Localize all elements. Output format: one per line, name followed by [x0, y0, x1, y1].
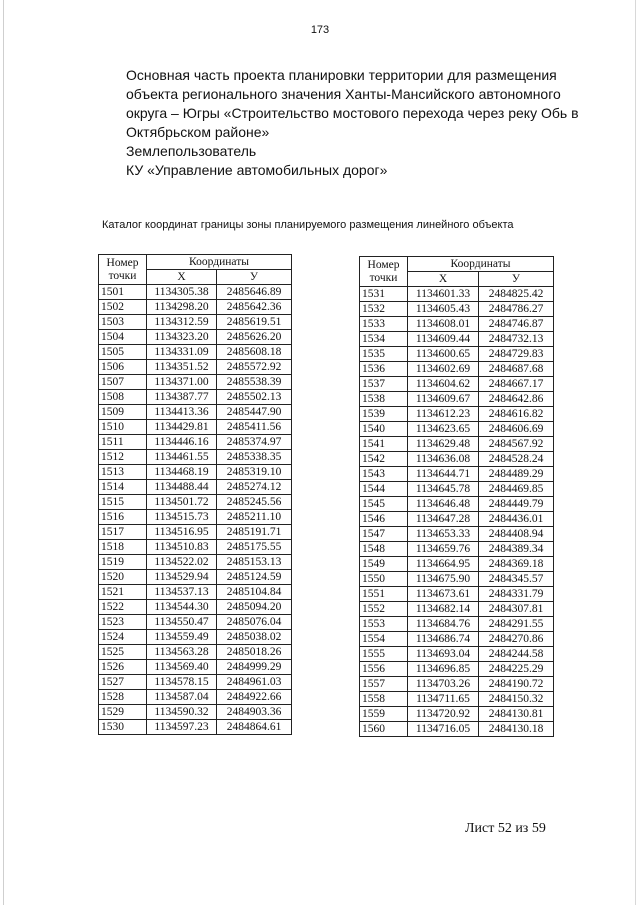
- table-row: [360, 497, 554, 512]
- table-row: [99, 330, 292, 345]
- header-point-number: Номер точки: [360, 257, 408, 287]
- table-row: [99, 360, 292, 375]
- table-row: [99, 690, 292, 705]
- point-number-cell: 1535: [360, 347, 408, 362]
- table-row: [99, 435, 292, 450]
- y-coordinate-cell: 2484331.79: [479, 587, 554, 602]
- y-coordinate-cell: 2485646.89: [217, 285, 292, 300]
- y-coordinate-cell: 2484270.86: [479, 632, 554, 647]
- point-number-cell: 1502: [99, 300, 147, 315]
- x-coordinate-cell: 1134522.02: [147, 555, 217, 570]
- point-number-cell: 1558: [360, 692, 408, 707]
- y-coordinate-cell: 2485094.20: [217, 600, 292, 615]
- point-number-cell: 1555: [360, 647, 408, 662]
- header-y: У: [479, 272, 554, 287]
- table-row: [360, 302, 554, 317]
- table-row: [99, 390, 292, 405]
- y-coordinate-cell: 2485619.51: [217, 315, 292, 330]
- x-coordinate-cell: 1134597.23: [147, 720, 217, 735]
- y-coordinate-cell: 2484408.94: [479, 527, 554, 542]
- point-number-cell: 1514: [99, 480, 147, 495]
- x-coordinate-cell: 1134609.67: [408, 392, 479, 407]
- x-coordinate-cell: 1134563.28: [147, 645, 217, 660]
- point-number-cell: 1534: [360, 332, 408, 347]
- x-coordinate-cell: 1134605.43: [408, 302, 479, 317]
- point-number-cell: 1504: [99, 330, 147, 345]
- table-row: [360, 572, 554, 587]
- sheet-number: Лист 52 из 59: [465, 821, 546, 836]
- point-number-cell: 1536: [360, 362, 408, 377]
- x-coordinate-cell: 1134720.92: [408, 707, 479, 722]
- x-coordinate-cell: 1134331.09: [147, 345, 217, 360]
- x-coordinate-cell: 1134693.04: [408, 647, 479, 662]
- table-row: [360, 422, 554, 437]
- table-row: [360, 362, 554, 377]
- point-number-cell: 1560: [360, 722, 408, 737]
- table-row: [360, 587, 554, 602]
- table-row: [99, 420, 292, 435]
- header-x: X: [408, 272, 479, 287]
- point-number-cell: 1508: [99, 390, 147, 405]
- x-coordinate-cell: 1134510.83: [147, 540, 217, 555]
- catalog-title: Каталог координат границы зоны планируемого размещения линейного объекта: [102, 219, 514, 231]
- y-coordinate-cell: 2485374.97: [217, 435, 292, 450]
- point-number-cell: 1507: [99, 375, 147, 390]
- y-coordinate-cell: 2484903.36: [217, 705, 292, 720]
- heading-line: Основная часть проекта планировки территории для размещения: [126, 67, 557, 83]
- table-row: [99, 600, 292, 615]
- x-coordinate-cell: 1134305.38: [147, 285, 217, 300]
- table-row: [360, 407, 554, 422]
- table-body-right: [360, 287, 554, 737]
- point-number-cell: 1541: [360, 437, 408, 452]
- y-coordinate-cell: 2485153.13: [217, 555, 292, 570]
- x-coordinate-cell: 1134696.85: [408, 662, 479, 677]
- x-coordinate-cell: 1134312.59: [147, 315, 217, 330]
- point-number-cell: 1513: [99, 465, 147, 480]
- x-coordinate-cell: 1134550.47: [147, 615, 217, 630]
- x-coordinate-cell: 1134675.90: [408, 572, 479, 587]
- table-row: [99, 540, 292, 555]
- y-coordinate-cell: 2485538.39: [217, 375, 292, 390]
- table-row: [360, 557, 554, 572]
- x-coordinate-cell: 1134516.95: [147, 525, 217, 540]
- y-coordinate-cell: 2484369.18: [479, 557, 554, 572]
- point-number-cell: 1531: [360, 287, 408, 302]
- y-coordinate-cell: 2484307.81: [479, 602, 554, 617]
- point-number-cell: 1538: [360, 392, 408, 407]
- table-row: [99, 375, 292, 390]
- y-coordinate-cell: 2484130.18: [479, 722, 554, 737]
- x-coordinate-cell: 1134298.20: [147, 300, 217, 315]
- coordinates-table-left: [98, 254, 292, 735]
- x-coordinate-cell: 1134387.77: [147, 390, 217, 405]
- x-coordinate-cell: 1134647.28: [408, 512, 479, 527]
- point-number-cell: 1545: [360, 497, 408, 512]
- point-number-cell: 1511: [99, 435, 147, 450]
- y-coordinate-cell: 2484732.13: [479, 332, 554, 347]
- point-number-cell: 1515: [99, 495, 147, 510]
- point-number-cell: 1533: [360, 317, 408, 332]
- x-coordinate-cell: 1134608.01: [408, 317, 479, 332]
- x-coordinate-cell: 1134636.08: [408, 452, 479, 467]
- x-coordinate-cell: 1134612.23: [408, 407, 479, 422]
- x-coordinate-cell: 1134559.49: [147, 630, 217, 645]
- table-row: [360, 677, 554, 692]
- x-coordinate-cell: 1134600.65: [408, 347, 479, 362]
- header-y: У: [217, 270, 292, 285]
- x-coordinate-cell: 1134604.62: [408, 377, 479, 392]
- point-number-cell: 1524: [99, 630, 147, 645]
- y-coordinate-cell: 2484687.68: [479, 362, 554, 377]
- y-coordinate-cell: 2484606.69: [479, 422, 554, 437]
- table-row: [360, 662, 554, 677]
- table-row: [360, 437, 554, 452]
- point-number-cell: 1519: [99, 555, 147, 570]
- y-coordinate-cell: 2485124.59: [217, 570, 292, 585]
- point-number-cell: 1548: [360, 542, 408, 557]
- y-coordinate-cell: 2484999.29: [217, 660, 292, 675]
- y-coordinate-cell: 2484291.55: [479, 617, 554, 632]
- table-body-left: [99, 285, 292, 735]
- header-x: X: [147, 270, 217, 285]
- point-number-cell: 1530: [99, 720, 147, 735]
- y-coordinate-cell: 2484528.24: [479, 452, 554, 467]
- x-coordinate-cell: 1134413.36: [147, 405, 217, 420]
- table-row: [360, 347, 554, 362]
- y-coordinate-cell: 2484225.29: [479, 662, 554, 677]
- y-coordinate-cell: 2484746.87: [479, 317, 554, 332]
- y-coordinate-cell: 2484190.72: [479, 677, 554, 692]
- x-coordinate-cell: 1134623.65: [408, 422, 479, 437]
- table-row: [360, 647, 554, 662]
- x-coordinate-cell: 1134569.40: [147, 660, 217, 675]
- heading-line: КУ «Управление автомобильных дорог»: [126, 162, 388, 178]
- point-number-cell: 1527: [99, 675, 147, 690]
- coordinates-table-right: [359, 256, 554, 737]
- heading-line: Землепользователь: [126, 143, 257, 159]
- y-coordinate-cell: 2484449.79: [479, 497, 554, 512]
- heading-line: округа – Югры «Строительство мостового перехода через реку Обь в: [126, 105, 579, 121]
- x-coordinate-cell: 1134711.65: [408, 692, 479, 707]
- point-number-cell: 1522: [99, 600, 147, 615]
- table-row: [360, 602, 554, 617]
- table-row: [360, 512, 554, 527]
- x-coordinate-cell: 1134601.33: [408, 287, 479, 302]
- point-number-cell: 1542: [360, 452, 408, 467]
- x-coordinate-cell: 1134602.69: [408, 362, 479, 377]
- table-row: [99, 450, 292, 465]
- page-edge-right: [635, 0, 636, 905]
- table-row: [99, 555, 292, 570]
- table-row: [99, 705, 292, 720]
- y-coordinate-cell: 2484436.01: [479, 512, 554, 527]
- x-coordinate-cell: 1134351.52: [147, 360, 217, 375]
- y-coordinate-cell: 2485175.55: [217, 540, 292, 555]
- y-coordinate-cell: 2485502.13: [217, 390, 292, 405]
- y-coordinate-cell: 2485319.10: [217, 465, 292, 480]
- x-coordinate-cell: 1134659.76: [408, 542, 479, 557]
- table-row: [99, 675, 292, 690]
- point-number-cell: 1521: [99, 585, 147, 600]
- x-coordinate-cell: 1134716.05: [408, 722, 479, 737]
- page-number: 173: [310, 24, 330, 36]
- x-coordinate-cell: 1134429.81: [147, 420, 217, 435]
- point-number-cell: 1540: [360, 422, 408, 437]
- table-row: [99, 315, 292, 330]
- x-coordinate-cell: 1134645.78: [408, 482, 479, 497]
- y-coordinate-cell: 2485642.36: [217, 300, 292, 315]
- y-coordinate-cell: 2484667.17: [479, 377, 554, 392]
- header-coordinates: Координаты: [408, 257, 554, 272]
- y-coordinate-cell: 2484786.27: [479, 302, 554, 317]
- table-row: [360, 632, 554, 647]
- point-number-cell: 1556: [360, 662, 408, 677]
- table-row: [99, 300, 292, 315]
- table-row: [360, 332, 554, 347]
- point-number-cell: 1525: [99, 645, 147, 660]
- point-number-cell: 1526: [99, 660, 147, 675]
- x-coordinate-cell: 1134461.55: [147, 450, 217, 465]
- x-coordinate-cell: 1134488.44: [147, 480, 217, 495]
- point-number-cell: 1537: [360, 377, 408, 392]
- x-coordinate-cell: 1134609.44: [408, 332, 479, 347]
- point-number-cell: 1552: [360, 602, 408, 617]
- y-coordinate-cell: 2484567.92: [479, 437, 554, 452]
- point-number-cell: 1517: [99, 525, 147, 540]
- x-coordinate-cell: 1134590.32: [147, 705, 217, 720]
- y-coordinate-cell: 2485104.84: [217, 585, 292, 600]
- point-number-cell: 1553: [360, 617, 408, 632]
- point-number-cell: 1551: [360, 587, 408, 602]
- table-row: [360, 617, 554, 632]
- table-row: [99, 510, 292, 525]
- y-coordinate-cell: 2485018.26: [217, 645, 292, 660]
- y-coordinate-cell: 2484389.34: [479, 542, 554, 557]
- y-coordinate-cell: 2484825.42: [479, 287, 554, 302]
- y-coordinate-cell: 2485245.56: [217, 495, 292, 510]
- x-coordinate-cell: 1134323.20: [147, 330, 217, 345]
- table-row: [99, 465, 292, 480]
- y-coordinate-cell: 2485572.92: [217, 360, 292, 375]
- x-coordinate-cell: 1134686.74: [408, 632, 479, 647]
- table-row: [99, 615, 292, 630]
- x-coordinate-cell: 1134644.71: [408, 467, 479, 482]
- table-row: [360, 707, 554, 722]
- point-number-cell: 1557: [360, 677, 408, 692]
- table-row: [99, 525, 292, 540]
- y-coordinate-cell: 2485608.18: [217, 345, 292, 360]
- x-coordinate-cell: 1134371.00: [147, 375, 217, 390]
- point-number-cell: 1528: [99, 690, 147, 705]
- point-number-cell: 1547: [360, 527, 408, 542]
- y-coordinate-cell: 2485338.35: [217, 450, 292, 465]
- point-number-cell: 1523: [99, 615, 147, 630]
- table-row: [99, 495, 292, 510]
- y-coordinate-cell: 2484244.58: [479, 647, 554, 662]
- point-number-cell: 1506: [99, 360, 147, 375]
- y-coordinate-cell: 2484922.66: [217, 690, 292, 705]
- point-number-cell: 1544: [360, 482, 408, 497]
- point-number-cell: 1509: [99, 405, 147, 420]
- x-coordinate-cell: 1134544.30: [147, 600, 217, 615]
- y-coordinate-cell: 2485411.56: [217, 420, 292, 435]
- point-number-cell: 1520: [99, 570, 147, 585]
- table-row: [360, 722, 554, 737]
- table-row: [99, 645, 292, 660]
- y-coordinate-cell: 2484642.86: [479, 392, 554, 407]
- table-row: [360, 452, 554, 467]
- y-coordinate-cell: 2485211.10: [217, 510, 292, 525]
- table-row: [99, 345, 292, 360]
- point-number-cell: 1503: [99, 315, 147, 330]
- y-coordinate-cell: 2484961.03: [217, 675, 292, 690]
- point-number-cell: 1529: [99, 705, 147, 720]
- heading-line: Октябрьском районе»: [126, 124, 270, 140]
- x-coordinate-cell: 1134537.13: [147, 585, 217, 600]
- point-number-cell: 1559: [360, 707, 408, 722]
- table-row: [99, 660, 292, 675]
- point-number-cell: 1550: [360, 572, 408, 587]
- point-number-cell: 1554: [360, 632, 408, 647]
- y-coordinate-cell: 2485626.20: [217, 330, 292, 345]
- x-coordinate-cell: 1134673.61: [408, 587, 479, 602]
- x-coordinate-cell: 1134646.48: [408, 497, 479, 512]
- table-row: [360, 377, 554, 392]
- point-number-cell: 1543: [360, 467, 408, 482]
- point-number-cell: 1512: [99, 450, 147, 465]
- point-number-cell: 1546: [360, 512, 408, 527]
- table-row: [360, 392, 554, 407]
- y-coordinate-cell: 2484469.85: [479, 482, 554, 497]
- point-number-cell: 1539: [360, 407, 408, 422]
- x-coordinate-cell: 1134653.33: [408, 527, 479, 542]
- y-coordinate-cell: 2484345.57: [479, 572, 554, 587]
- y-coordinate-cell: 2484616.82: [479, 407, 554, 422]
- table-row: [360, 482, 554, 497]
- header-point-number: Номер точки: [99, 255, 147, 285]
- y-coordinate-cell: 2485191.71: [217, 525, 292, 540]
- table-row: [99, 405, 292, 420]
- document-heading: [126, 66, 586, 180]
- y-coordinate-cell: 2484729.83: [479, 347, 554, 362]
- page-edge-left: [3, 0, 4, 905]
- y-coordinate-cell: 2485447.90: [217, 405, 292, 420]
- y-coordinate-cell: 2484130.81: [479, 707, 554, 722]
- y-coordinate-cell: 2484864.61: [217, 720, 292, 735]
- x-coordinate-cell: 1134468.19: [147, 465, 217, 480]
- x-coordinate-cell: 1134578.15: [147, 675, 217, 690]
- table-row: [99, 585, 292, 600]
- table-row: [360, 692, 554, 707]
- x-coordinate-cell: 1134501.72: [147, 495, 217, 510]
- x-coordinate-cell: 1134515.73: [147, 510, 217, 525]
- x-coordinate-cell: 1134703.26: [408, 677, 479, 692]
- table-row: [360, 317, 554, 332]
- x-coordinate-cell: 1134446.16: [147, 435, 217, 450]
- x-coordinate-cell: 1134682.14: [408, 602, 479, 617]
- table-row: [99, 630, 292, 645]
- point-number-cell: 1510: [99, 420, 147, 435]
- table-row: [360, 527, 554, 542]
- point-number-cell: 1501: [99, 285, 147, 300]
- point-number-cell: 1516: [99, 510, 147, 525]
- x-coordinate-cell: 1134587.04: [147, 690, 217, 705]
- y-coordinate-cell: 2484150.32: [479, 692, 554, 707]
- x-coordinate-cell: 1134684.76: [408, 617, 479, 632]
- table-row: [360, 467, 554, 482]
- y-coordinate-cell: 2484489.29: [479, 467, 554, 482]
- header-coordinates: Координаты: [147, 255, 292, 270]
- table-row: [99, 720, 292, 735]
- table-row: [99, 285, 292, 300]
- heading-line: объекта регионального значения Ханты-Мансийского автономного: [126, 86, 561, 102]
- x-coordinate-cell: 1134664.95: [408, 557, 479, 572]
- y-coordinate-cell: 2485038.02: [217, 630, 292, 645]
- point-number-cell: 1532: [360, 302, 408, 317]
- point-number-cell: 1518: [99, 540, 147, 555]
- point-number-cell: 1505: [99, 345, 147, 360]
- table-row: [99, 480, 292, 495]
- x-coordinate-cell: 1134529.94: [147, 570, 217, 585]
- table-row: [360, 287, 554, 302]
- point-number-cell: 1549: [360, 557, 408, 572]
- x-coordinate-cell: 1134629.48: [408, 437, 479, 452]
- table-row: [360, 542, 554, 557]
- y-coordinate-cell: 2485076.04: [217, 615, 292, 630]
- y-coordinate-cell: 2485274.12: [217, 480, 292, 495]
- table-row: [99, 570, 292, 585]
